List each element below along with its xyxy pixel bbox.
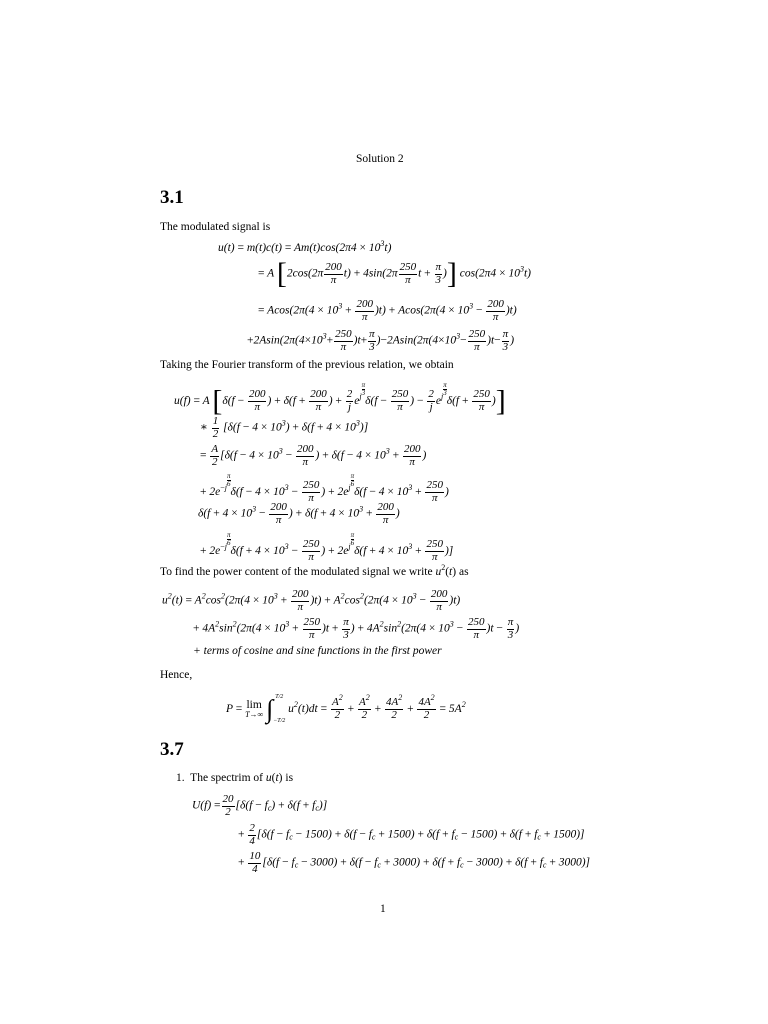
equation-line: $\delta(f + 4 \times 10^3$ − $\frac{200}{\pi}$ ) + $\delta(f + 4 \times 10^3$ + $\frac{200}{\pi}$ ): [198, 501, 400, 526]
equation-line: $+2Asin(2\pi(4\times 10^3+$ $\frac{250}{\pi}$ )t+ $\frac{\pi}{3}$ )$-2Asin(2\pi(4\times 10^3-$ $\frac{250}{\pi}$ )t− $\frac{\pi}{3}$ ): [247, 328, 515, 353]
equation-line: + $2e^{-j \frac{\pi}{6}}$ $\delta(f + 4 \times 10^3$ − $\frac{250}{\pi}$ ) + $2e^{j \frac{\pi}{6}}$ $\delta(f + 4 \times 10^3$ + $\frac{250}{\pi}$ )]: [200, 531, 454, 563]
equation-line: $u(t) = m(t)c(t) = Am(t)\cos(2\pi 4 \times 10^3t)$: [218, 239, 392, 254]
equation-line: $u^2(t) = A^2\cos^2(2\pi(4 \times 10^3$ + $\frac{200}{\pi}$ )$t) + A^2\cos^2(2\pi(4 \times 10^3$ − $\frac{200}{\pi}$ )t): [162, 588, 461, 613]
power-equation: P = lim T→∞ ∫ T/2 −T/2 $u^2(t)dt$ = $\frac{A^2}{2}$ + $\frac{A^2}{2}$ + $\frac{4A^2}{2}$ + $\frac{4A^2}{2}$ = $5A^2$: [226, 693, 466, 724]
equation-line: + $\frac{10}{4}$ $[\delta(f - f_c - 3000) + \delta(f - f_c + 3000) + \delta(f + f_c - 3000) + \delta(f + f_c + 3000)]$: [238, 850, 591, 875]
equation-line: u(f) = A [δ(f − $\frac{200}{\pi}$ ) + δ(f + $\frac{200}{\pi}$ ) + $\frac{2}{j}$ $e^{j \frac{\pi}{3}}$ δ(f − $\frac{250}{\pi}$ ) − $\frac{2}{j}$ $e^{j \frac{\pi}{3}}$ δ(f + $\frac{250}{\pi}$ )]: [174, 381, 506, 418]
equation-line: + $2e^{-j \frac{\pi}{6}}$ $\delta(f - 4 \times 10^3$ − $\frac{250}{\pi}$ ) + $2e^{j \frac{\pi}{6}}$ $\delta(f - 4 \times 10^3$ + $\frac{250}{\pi}$ ): [200, 472, 449, 504]
power-terms-text: + terms of cosine and sine functions in the first power: [193, 645, 442, 657]
equation-line: ∗ $\frac{1}{2}$ $[\delta(f - 4 \times 10^3) + \delta(f + 4 \times 10^3)]$: [200, 415, 369, 440]
equation-line: = $Acos(2\pi(4 \times 10^3$ + $\frac{200}{\pi}$ )$t) + Acos(2\pi(4 \times 10^3$ − $\frac{200}{\pi}$ )t): [258, 298, 517, 323]
intro-text: The modulated signal is: [160, 221, 271, 233]
power-intro-text: To find the power content of the modulated signal we write $u^2(t)$ as: [160, 563, 469, 578]
equation-line: + $4A^2\sin^2(2\pi(4 \times 10^3$ + $\frac{250}{\pi}$ )t + $\frac{\pi}{3}$ ) + $4A^2\sin^2(2\pi(4 \times 10^3$ − $\frac{250}{\pi}$ )t − $\frac{\pi}{3}$ ): [193, 616, 520, 641]
hence-text: Hence,: [160, 669, 193, 681]
page-title: Solution 2: [356, 153, 404, 165]
section-heading-3-7: 3.7: [160, 739, 184, 760]
list-item-text: 1. The spectrim of u(t) is: [176, 772, 294, 784]
equation-line: + $\frac{2}{4}$ $[\delta(f - f_c - 1500) + \delta(f - f_c + 1500) + \delta(f + f_c - 1500) + \delta(f + f_c + 1500)]$: [238, 822, 585, 847]
equation-line: = A [2cos(2π $\frac{200}{\pi}$ t) + 4sin(2π $\frac{250}{\pi}$ t + $\frac{\pi}{3}$ )] $\cos(2\pi 4 \times 10^3t)$: [258, 257, 531, 291]
page-number: 1: [380, 903, 386, 915]
fourier-intro-text: Taking the Fourier transform of the previous relation, we obtain: [160, 359, 454, 371]
section-heading-3-1: 3.1: [160, 187, 184, 208]
equation-line: = $\frac{A}{2}$ [$\delta(f - 4 \times 10^3$ − $\frac{200}{\pi}$ ) + $\delta(f - 4 \times 10^3$ + $\frac{200}{\pi}$ ): [200, 443, 427, 468]
equation-line: U(f) = $\frac{20}{2}$ $[\delta(f - f_c) + \delta(f + f_c)]$: [192, 793, 328, 818]
